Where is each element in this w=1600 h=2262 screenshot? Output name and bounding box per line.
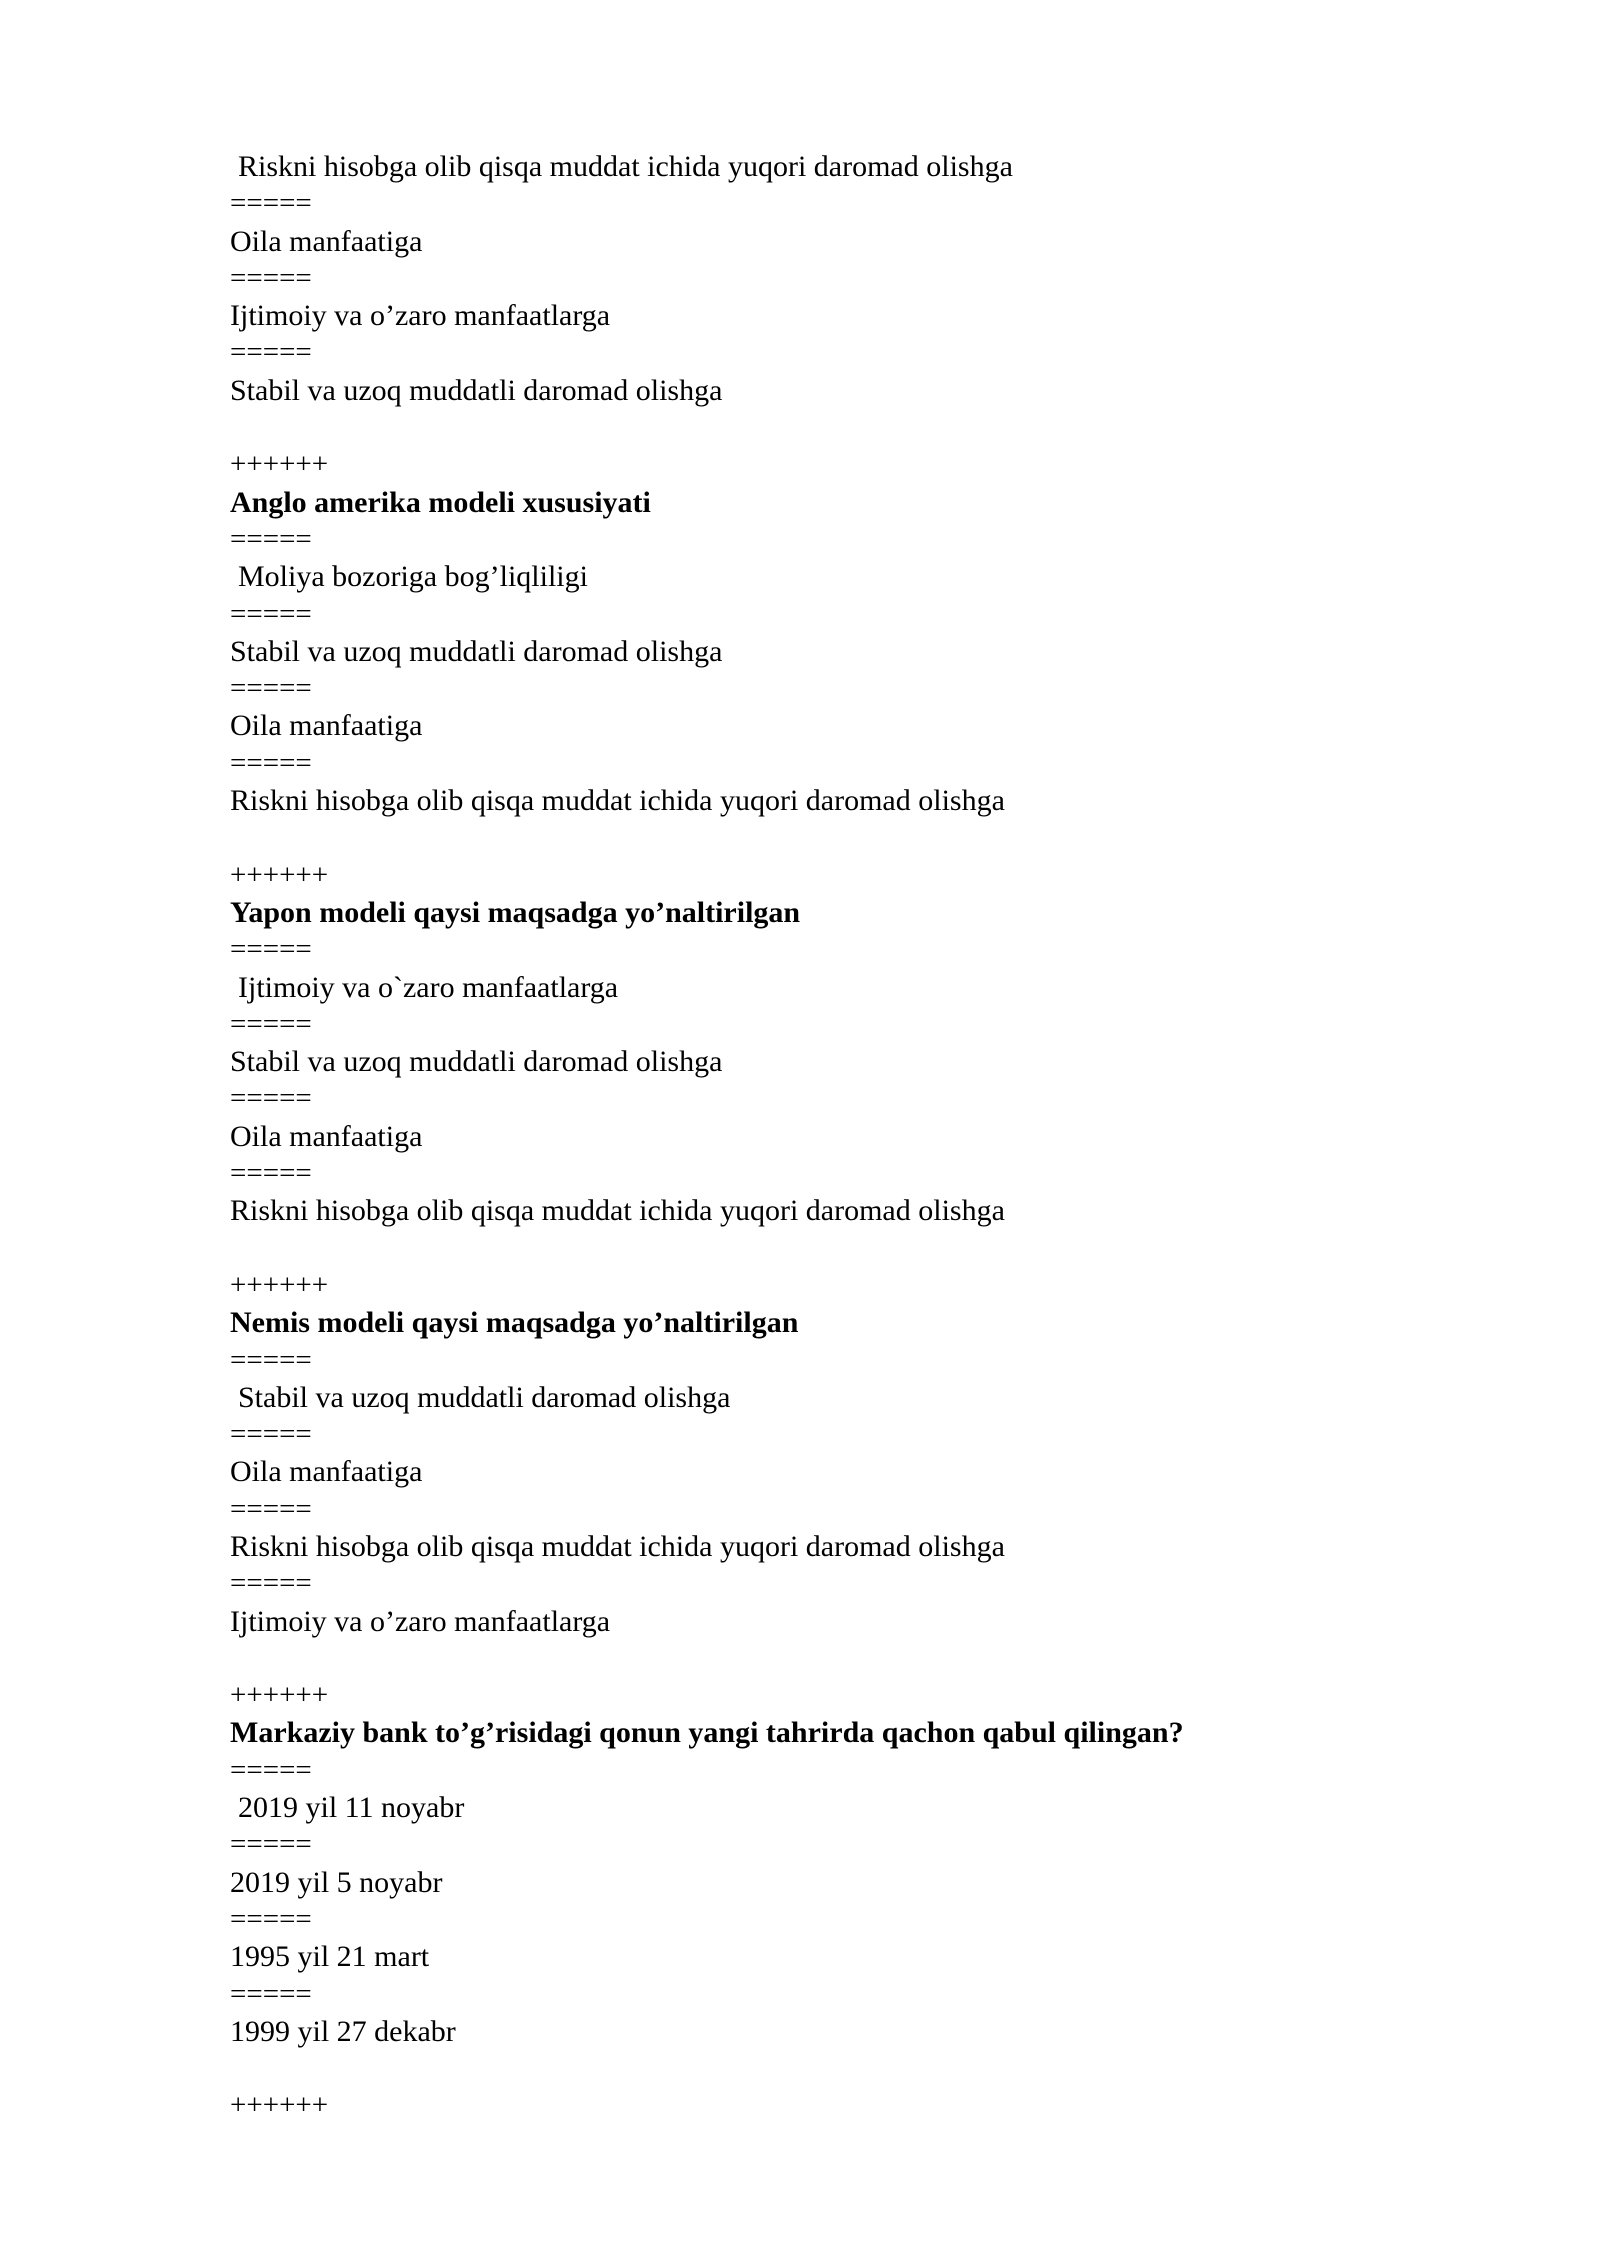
question-text: Markaziy bank to’g’risidagi qonun yangi tahrirda qachon qabul qilingan? (230, 1716, 1184, 1750)
answer-text: 1999 yil 27 dekabr (230, 2014, 456, 2048)
answer-separator: ===== (230, 1492, 312, 1525)
answer-separator: ===== (230, 597, 312, 630)
question-text: Nemis modeli qaysi maqsadga yo’naltirilgan (230, 1306, 799, 1340)
answer-block-0 (230, 148, 1430, 409)
answer-text: Stabil va uzoq muddatli daromad olishga (238, 1380, 731, 1414)
answer-text: Stabil va uzoq muddatli daromad olishga (230, 1045, 723, 1079)
answer-text: Riskni hisobga olib qisqa muddat ichida yuqori daromad olishga (230, 784, 1005, 818)
answer-text: Riskni hisobga olib qisqa muddat ichida yuqori daromad olishga (230, 1529, 1005, 1563)
answer-text: Moliya bozoriga bog’liqliligi (238, 560, 588, 594)
answer-separator: ===== (230, 1828, 312, 1861)
question-separator: ++++++ (230, 2089, 329, 2122)
question-block-4 (230, 1714, 1430, 2050)
answer-text: Oila manfaatiga (230, 1455, 423, 1489)
answer-text: Ijtimoiy va o`zaro manfaatlarga (238, 970, 619, 1004)
answer-text: 2019 yil 5 noyabr (230, 1865, 443, 1899)
question-block-2 (230, 894, 1430, 1230)
answer-text: Riskni hisobga olib qisqa muddat ichida yuqori daromad olishga (238, 150, 1013, 183)
question-separator: ++++++ (230, 448, 329, 481)
spacer (230, 1230, 1430, 1267)
answer-separator: ===== (230, 1567, 312, 1600)
answer-text: Stabil va uzoq muddatli daromad olishga (230, 634, 723, 668)
answer-text: Oila manfaatiga (230, 709, 423, 743)
answer-separator: ===== (230, 1082, 312, 1115)
question-separator: ++++++ (230, 858, 329, 891)
answer-separator: ===== (230, 1977, 312, 2010)
answer-separator: ===== (230, 522, 312, 555)
question-text: Yapon modeli qaysi maqsadga yo’naltirilgan (230, 895, 801, 929)
answer-text: Ijtimoiy va o’zaro manfaatlarga (230, 299, 611, 333)
question-separator: ++++++ (230, 1268, 329, 1301)
answer-separator: ===== (230, 672, 312, 705)
answer-separator: ===== (230, 1157, 312, 1190)
question-block-3 (230, 1304, 1430, 1640)
answer-separator: ===== (230, 1007, 312, 1040)
answer-separator: ===== (230, 1753, 312, 1786)
answer-separator: ===== (230, 187, 312, 220)
spacer (230, 819, 1430, 856)
answer-separator: ===== (230, 336, 312, 369)
question-separator: ++++++ (230, 1679, 329, 1712)
answer-separator: ===== (230, 1343, 312, 1376)
answer-separator: ===== (230, 933, 312, 966)
answer-separator: ===== (230, 261, 312, 294)
spacer (230, 1640, 1430, 1677)
answer-text: 2019 yil 11 noyabr (238, 1791, 465, 1825)
document-page (230, 148, 1430, 2125)
answer-text: Oila manfaatiga (230, 224, 423, 258)
answer-separator: ===== (230, 1902, 312, 1935)
answer-text: 1995 yil 21 mart (230, 1940, 430, 1974)
spacer (230, 2050, 1430, 2087)
question-block-1 (230, 484, 1430, 820)
answer-text: Stabil va uzoq muddatli daromad olishga (230, 373, 723, 407)
spacer (230, 409, 1430, 446)
answer-separator: ===== (230, 1418, 312, 1451)
answer-separator: ===== (230, 746, 312, 779)
answer-text: Oila manfaatiga (230, 1119, 423, 1153)
question-text: Anglo amerika modeli xususiyati (230, 485, 651, 519)
answer-text: Ijtimoiy va o’zaro manfaatlarga (230, 1604, 611, 1638)
answer-text: Riskni hisobga olib qisqa muddat ichida yuqori daromad olishga (230, 1194, 1005, 1228)
